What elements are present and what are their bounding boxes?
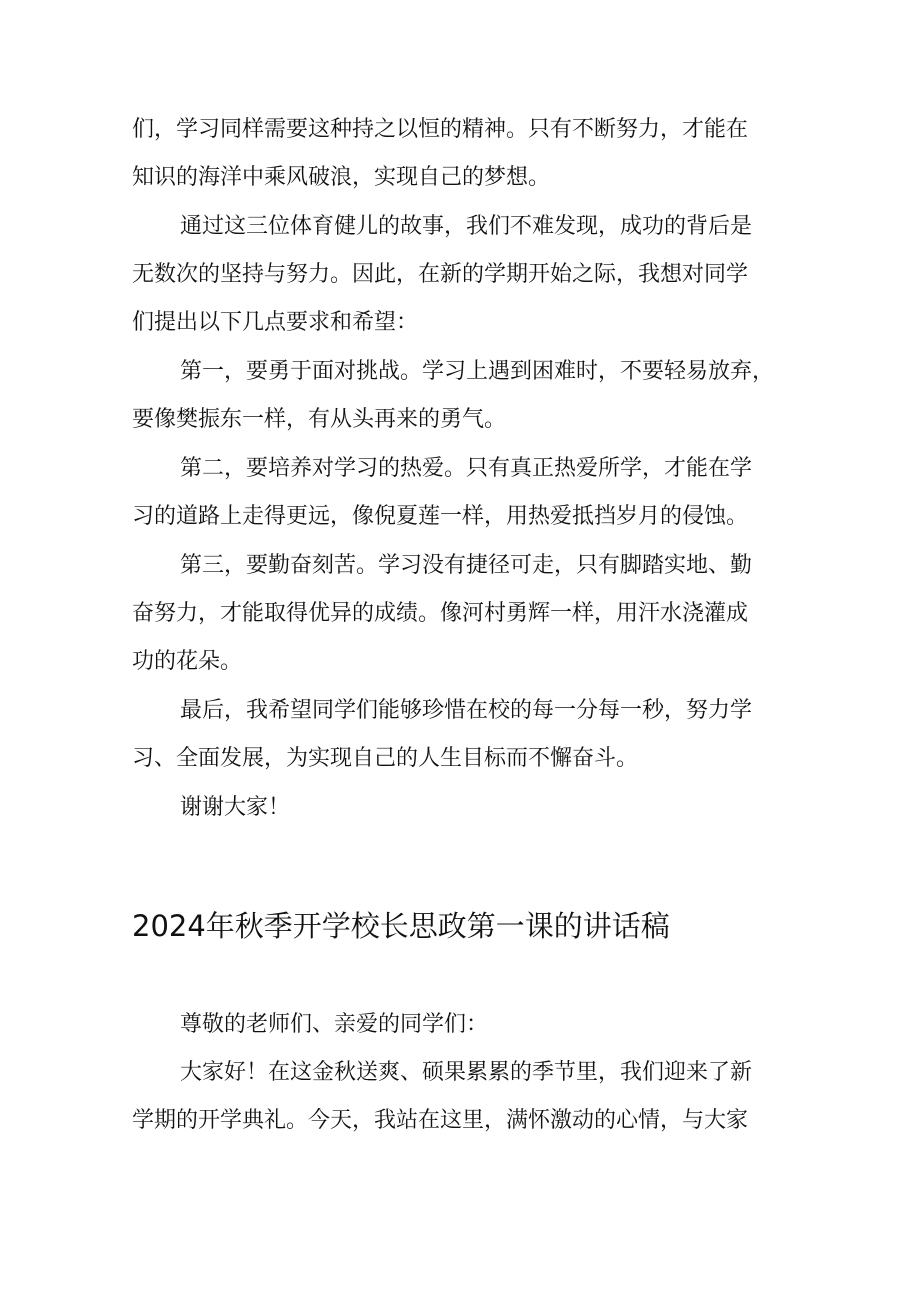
- text-line: 大家好！在这金秋送爽、硕果累累的季节里，我们迎来了新: [180, 1060, 753, 1085]
- text-line: 第一，要勇于面对挑战。学习上遇到困难时，不要轻易放弃，: [180, 359, 775, 384]
- text-line: 谢谢大家！: [180, 795, 291, 820]
- text-line: 奋努力，才能取得优异的成绩。像河村勇辉一样，用汗水浇灌成: [132, 601, 749, 626]
- text-line: 无数次的坚持与努力。因此，在新的学期开始之际，我想对同学: [132, 262, 749, 287]
- text-line: 第二，要培养对学习的热爱。只有真正热爱所学，才能在学: [180, 456, 753, 481]
- text-line: 习的道路上走得更远，像倪夏莲一样，用热爱抵挡岁月的侵蚀。: [132, 504, 749, 529]
- text-line: 知识的海洋中乘风破浪，实现自己的梦想。: [132, 165, 551, 190]
- text-line: 通过这三位体育健儿的故事，我们不难发现，成功的背后是: [180, 214, 753, 239]
- text-line: 功的花朵。: [132, 649, 243, 674]
- text-line: 们提出以下几点要求和希望：: [132, 310, 419, 335]
- text-line: 最后，我希望同学们能够珍惜在校的每一分每一秒，努力学: [180, 698, 753, 723]
- section-heading: 2024年秋季开学校长思政第一课的讲话稿: [132, 909, 670, 943]
- text-line: 学期的开学典礼。今天，我站在这里，满怀激动的心情，与大家: [132, 1108, 749, 1133]
- text-line: 要像樊振东一样，有从头再来的勇气。: [132, 407, 507, 432]
- text-line: 第三，要勤奋刻苦。学习没有捷径可走，只有脚踏实地、勤: [180, 553, 753, 578]
- text-line: 习、全面发展，为实现自己的人生目标而不懈奋斗。: [132, 746, 639, 771]
- text-line: 尊敬的老师们、亲爱的同学们：: [180, 1012, 489, 1037]
- text-line: 们，学习同样需要这种持之以恒的精神。只有不断努力，才能在: [132, 117, 749, 142]
